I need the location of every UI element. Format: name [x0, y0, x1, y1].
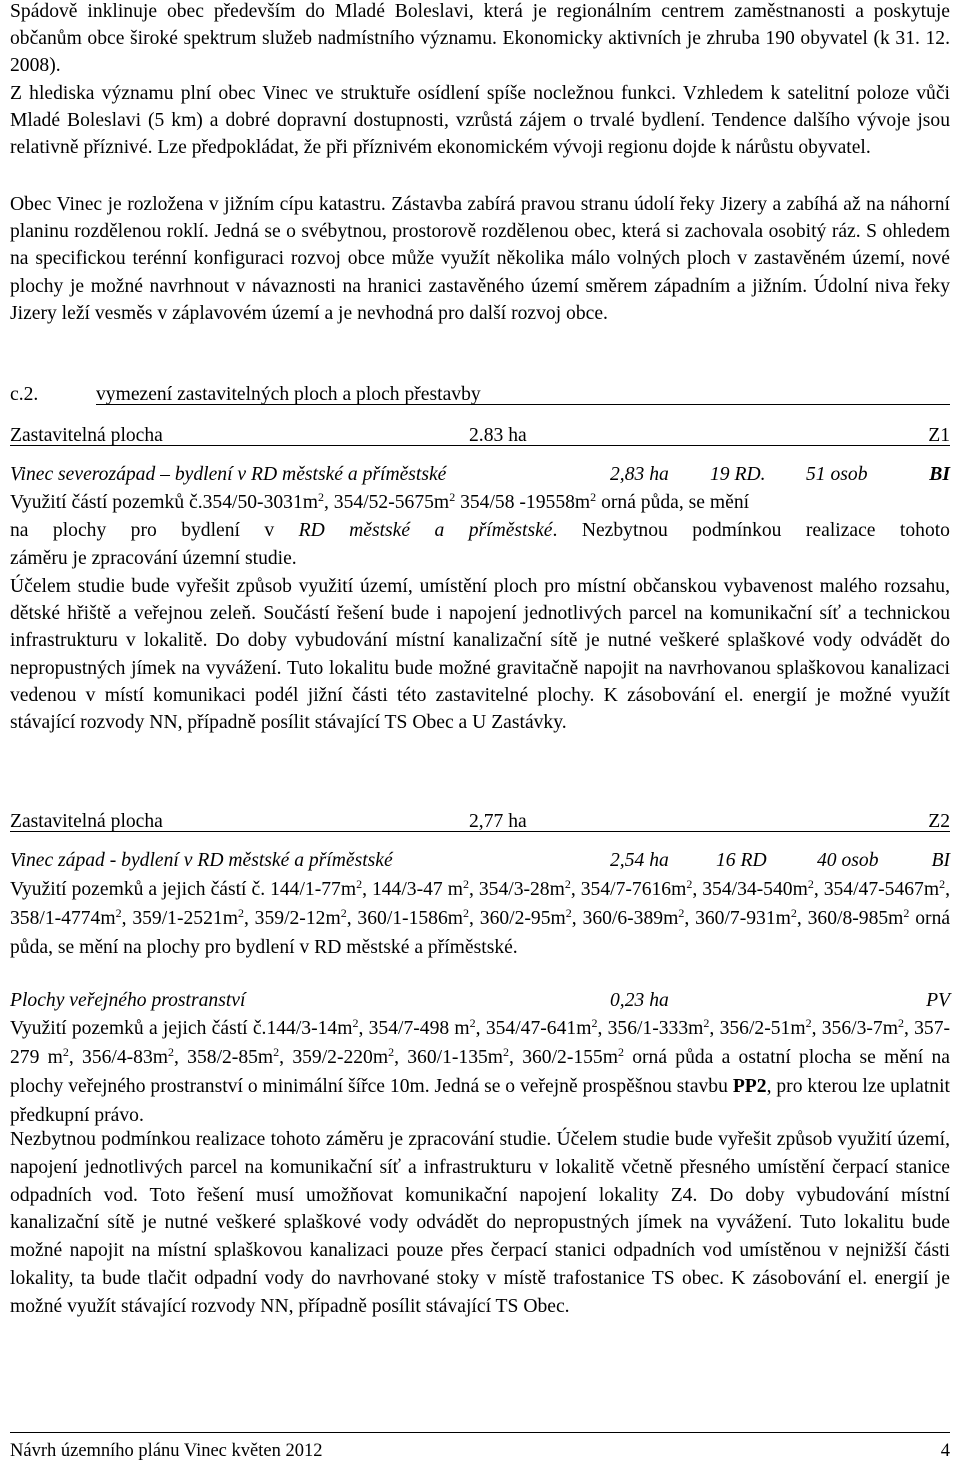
- superscript-2: 2: [340, 906, 347, 920]
- superscript-2: 2: [237, 906, 244, 920]
- z1-code: Z1: [928, 425, 950, 446]
- superscript-2: 2: [463, 906, 470, 920]
- superscript-2: 2: [703, 1016, 710, 1030]
- superscript-2: 2: [897, 1016, 904, 1030]
- z1-sub-rd: 19 RD.: [710, 464, 766, 485]
- superscript-2: 2: [388, 1045, 395, 1059]
- pv-bold-code: PP2: [732, 1076, 767, 1097]
- z1-label: Zastavitelná plocha: [10, 425, 163, 446]
- z1-line2-a: na plochy pro bydlení v: [10, 520, 275, 541]
- superscript-2: 2: [565, 906, 572, 920]
- z2-label: Zastavitelná plocha: [10, 811, 163, 832]
- section-heading: [10, 381, 950, 409]
- z1-sub-people: 51 osob: [806, 464, 868, 485]
- pv-tail-text: , pro kterou lze uplatnit předkupní právo.: [10, 1076, 950, 1126]
- pv-area: 0,23 ha: [610, 990, 669, 1011]
- intro-paragraph-3: Obec Vinec je rozložena v jižním cípu katastru. Zástavba zabírá pravou stranu údolí řeky Jizery a zabíhá až na náhorní planinu rozdělenou roklí. Jedná se o svébytnou, prostorově rozdělenou obec, která si zachovala osobitý ráz. S ohledem na specifickou terénní konfiguraci rozvoj obce může využít několika málo volných ploch v zastavěném území, nové plochy je možné navrhnout v návaznosti na hranici zastavěného území směrem západním a jižním. Údolní niva řeky Jizery leží vesměs v záplavovém území a je nevhodná pro další rozvoj obce.: [10, 194, 950, 324]
- z2-final-paragraph: Nezbytnou podmínkou realizace tohoto záměru je zpracování studie. Účelem studie bude vyřešit způsob využití území, napojení jednotlivých parcel na komunikační síť a infrastrukturu v lokalitě včetně přesného umístění čerpací stanice odpadních vod. Toto řešení musí umožňovat komunikační napojení lokality Z4. Do doby vybudování místní kanalizační sítě je nutné veškeré splaškové vody odvádět do nepropustných jímek na vyvážení. Tuto lokalitu bude možné napojit na místní splaškovou kanalizaci pouze přes čerpací stanici odpadních vod umístěnou v nejnižší části lokality, ta bude tlačit odpadní vody do navrhované stoky v místě trafostanice TS obec. K zásobování el. energií je možné využít stávající rozvody NN, případně posílit stávající TS Obec.: [10, 1129, 950, 1317]
- pv-parcels-paragraph: [10, 1014, 950, 1130]
- z1-parcels-b: , 354/52-5675m: [324, 492, 450, 513]
- z1-parcels-line-2: [10, 517, 950, 544]
- z2-area: 2,77 ha: [469, 811, 527, 832]
- superscript-2: 2: [168, 1045, 175, 1059]
- z1-sub-area: 2,83 ha: [610, 464, 669, 485]
- page-footer: [10, 1441, 950, 1462]
- z2-sub-name: Vinec západ - bydlení v RD městské a příměstské: [10, 850, 393, 871]
- z1-parcels-d: orná půda, se mění: [596, 492, 750, 513]
- z2-parcels-paragraph: Využití pozemků a jejich částí č. $144/1-77m^2$, 144/3-47 $m^2$, $354/3-28m^2$, $354/7-7616m^2$, $354/34-540m^2$, $354/47-5467m^2$, $358/1-4774m^2$, $359/1-2521m^2$, $359/2-12m^2$, $360/1-1586m^2$, $360/2-95m^2$, $360/6-389m^2$, $360/7-931m^2$, $360/8-985m^2$ orná půda, se mění na plochy pro bydlení v RD městské a příměstské.: [10, 877, 951, 958]
- z2-heading: [10, 808, 950, 836]
- z2-underline: [10, 831, 950, 832]
- pv-type: PV: [926, 990, 950, 1011]
- z2-code: Z2: [928, 811, 950, 832]
- section-title: vymezení zastavitelných ploch a ploch přestavby: [96, 384, 481, 405]
- z2-subarea-row: [10, 847, 950, 874]
- footer-title: Návrh územního plánu Vinec květen 2012: [10, 1441, 323, 1461]
- superscript-2: 2: [503, 1045, 510, 1059]
- superscript-2: 2: [62, 1045, 69, 1059]
- sup-1: 2: [318, 490, 324, 504]
- superscript-2: 2: [805, 1016, 812, 1030]
- z2-sub-people: 40 osob: [817, 850, 879, 871]
- superscript-2: 2: [678, 906, 685, 920]
- superscript-2: 2: [352, 1016, 359, 1030]
- z1-sub-type: BI: [929, 464, 950, 485]
- z1-area: 2.83 ha: [469, 425, 527, 446]
- pv-name: Plochy veřejného prostranství: [10, 990, 246, 1011]
- superscript-2: 2: [115, 906, 122, 920]
- z2-sub-rd: 16 RD: [716, 850, 767, 871]
- superscript-2: 2: [686, 877, 693, 891]
- z1-parcels-line-3: záměru je zpracování územní studie.: [10, 548, 297, 569]
- footer-rule: [10, 1432, 950, 1433]
- z1-parcels-c: 354/58 -19558m: [455, 492, 591, 513]
- superscript-2: 2: [807, 877, 814, 891]
- z1-parcels-a: Využití částí pozemků č.354/50-3031m: [10, 492, 318, 513]
- z1-subarea-row: [10, 461, 950, 488]
- superscript-2: 2: [790, 906, 797, 920]
- section-number: c.2.: [10, 384, 39, 405]
- z1-underline: [10, 445, 950, 446]
- superscript-2: 2: [356, 877, 363, 891]
- superscript-2: 2: [617, 1045, 624, 1059]
- superscript-2: 2: [591, 1016, 598, 1030]
- z1-parcels-line-1: [10, 489, 950, 516]
- z2-sub-type: BI: [931, 850, 950, 871]
- page-number: 4: [940, 1441, 950, 1461]
- z1-line2-b: RD městské a příměstské: [298, 520, 553, 541]
- sup-2: 2: [449, 490, 456, 504]
- intro-paragraph-1: Spádově inklinuje obec především do Mladé Boleslavi, která je regionálním centrem zaměstnanosti a poskytuje občanům obce široké spektrum služeb nadmístního významu. Ekonomicky aktivních je zhruba 190 obyvatel (k 31. 12. 2008).: [10, 1, 950, 77]
- sup-3: 2: [590, 490, 597, 504]
- z1-sub-name: Vinec severozápad – bydlení v RD městské a příměstské: [10, 464, 447, 485]
- z1-study-paragraph: Účelem studie bude vyřešit způsob využití území, umístění ploch pro místní občanskou vybavenost malého rozsahu, dětské hřiště a veřejnou zeleň. Součástí řešení bude i napojení jednotlivých parcel na komunikační síť a technickou infrastrukturu v lokalitě. Do doby vybudování místní kanalizační sítě je nutné veškeré splaškové vody odvádět do nepropustných jímek na vyvážení. Tuto lokalitu bude možné gravitačně napojit na navrhovanou splaškovou kanalizaci vedenou v místí komunikaci podél jižní části této zastavitelné plochy. K zásobování el. energií je možné využít stávající rozvody NN, případně posílit stávající TS Obec a U Zastávky.: [10, 576, 950, 734]
- pv-subarea-row: [10, 987, 950, 1014]
- superscript-2: 2: [564, 877, 571, 891]
- superscript-2: 2: [903, 906, 910, 920]
- section-underline: [96, 404, 950, 405]
- superscript-2: 2: [273, 1045, 280, 1059]
- superscript-2: 2: [462, 877, 469, 891]
- z1-heading: [10, 422, 950, 450]
- z1-line2-c: . Nezbytnou podmínkou realizace tohoto: [552, 520, 950, 541]
- z2-sub-area: 2,54 ha: [610, 850, 669, 871]
- pv-parcels-text: Využití pozemků a jejich částí $č.144/3-14m^2$, 354/7-498 $m^2$, $354/47-641m^2$, $356/1-333m^2$, $356/2-51m^2$, $356/3-7m^2$, 357-279 $m^2$, $356/4-83m^2$, $358/2-85m^2$, $359/2-220m^2$, $360/1-135m^2$, $360/2-155m^2$ orná půda a ostatní plocha se mění na plochy veřejného prostranství o minimální šířce 10m. Jedná se o veřejně prospěšnou stavbu: [10, 1016, 951, 1097]
- superscript-2: 2: [939, 877, 946, 891]
- intro-paragraph-2: Z hlediska významu plní obec Vinec ve struktuře osídlení spíše nocležnou funkci. Vzhledem k satelitní poloze vůči Mladé Boleslavi (5 km) a dobré dopravní dostupnosti, vzrůstá zájem o trvalé bydlení. Tendence dalšího vývoje jsou relativně příznivé. Lze předpokládat, že při příznivém ekonomickém vývoji regionu dojde k nárůstu obyvatel.: [10, 83, 950, 159]
- superscript-2: 2: [469, 1016, 476, 1030]
